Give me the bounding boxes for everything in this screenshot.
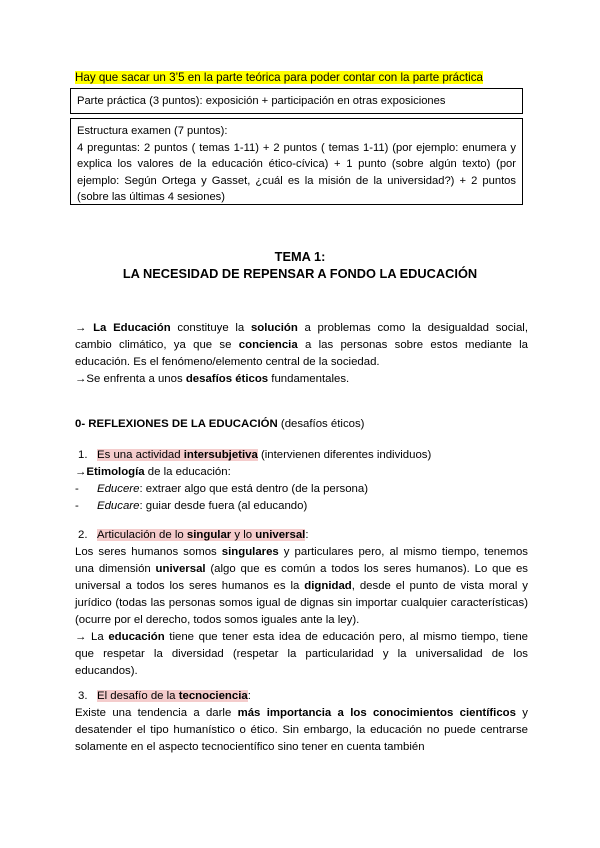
practical-part-text: Parte práctica (3 puntos): exposición + participación en otras exposiciones	[77, 95, 446, 107]
bold-term: intersubjetiva	[183, 449, 258, 461]
intro-paragraph	[75, 320, 528, 388]
item-3-paragraph	[75, 705, 528, 756]
item-1-heading	[78, 447, 431, 464]
bold-term: La Educación	[93, 322, 171, 334]
bold-term: universal	[155, 563, 206, 575]
section-heading-bold: 0- REFLEXIONES DE LA EDUCACIÓN	[75, 418, 278, 430]
bold-term: dignidad	[304, 580, 352, 592]
text-run: Los seres humanos somos	[75, 546, 222, 558]
bold-term: solución	[250, 322, 298, 334]
text-run: de la educación:	[144, 466, 231, 478]
text-run: Articulación de lo	[97, 529, 187, 541]
bold-term: educación	[108, 631, 165, 643]
section-heading-rest: (desafíos éticos)	[277, 418, 365, 430]
text-run: y desatender el tipo humanístico o ético. Sin embargo, la educación no puede centrarse solamente en el aspecto tecnocientífico sino tener en cuenta también	[75, 707, 528, 753]
highlighted-heading	[97, 449, 258, 461]
section-heading	[75, 416, 364, 433]
bullet-dash: -	[75, 500, 79, 512]
bold-term: singulares	[221, 546, 279, 558]
text-run: :	[247, 690, 251, 702]
list-item	[75, 498, 307, 515]
text-run: (intervienen diferentes individuos)	[257, 449, 432, 461]
exam-requirement-note	[75, 70, 483, 86]
highlighted-note-text: Hay que sacar un 3’5 en la parte teórica para poder contar con la parte práctica	[75, 71, 483, 84]
bold-term: tecnociencia	[178, 690, 248, 702]
text-run: a las personas sobre estos mediante la educación. Es el fenómeno/elemento central de la sociedad.	[75, 339, 528, 368]
topic-number-title: TEMA 1:	[274, 249, 326, 264]
exam-structure-box	[70, 118, 523, 205]
text-run: tiene que tener esta idea de educación pero, al mismo tiempo, tiene que respetar la diversidad (respetar la particularidad y la universalidad de los educandos).	[75, 631, 528, 677]
item-3-heading	[78, 688, 251, 705]
italic-term: Educere	[97, 483, 140, 495]
text-run: :	[305, 529, 309, 541]
item-number: 2.	[78, 529, 88, 541]
text-run: : extraer algo que está dentro (de la persona)	[139, 483, 369, 495]
arrow-glyph: →	[75, 373, 87, 385]
bold-term: desafíos éticos	[185, 373, 269, 385]
bold-term: universal	[255, 529, 306, 541]
text-run: La	[86, 631, 109, 643]
text-run: , desde el punto de vista moral y jurídico (todas las personas somos igual de dignas sin importar cualquier características) (ocurre por el derecho, todos somos iguales ante la ley).	[75, 580, 528, 626]
highlighted-heading	[97, 690, 248, 702]
bullet-dash: -	[75, 483, 79, 495]
bold-term: Etimología	[86, 466, 145, 478]
bold-term: más importancia a los conocimientos científicos	[237, 707, 516, 719]
text-run: Se enfrenta a unos	[86, 373, 186, 385]
item-number: 1.	[78, 449, 88, 461]
exam-structure-heading: Estructura examen (7 puntos):	[77, 125, 228, 137]
item-number: 3.	[78, 690, 88, 702]
text-run: y lo	[231, 529, 256, 541]
list-item	[75, 481, 368, 498]
text-run: constituye la	[170, 322, 251, 334]
text-run: Existe una tendencia a darle	[75, 707, 238, 719]
text-run: El desafío de la	[97, 690, 179, 702]
text-run: y particulares pero, al mismo tiempo, tenemos una dimensión	[75, 546, 528, 575]
highlighted-heading	[97, 529, 305, 541]
etymology-line	[75, 464, 231, 481]
bold-term: conciencia	[238, 339, 298, 351]
topic-title: LA NECESIDAD DE REPENSAR A FONDO LA EDUCACIÓN	[122, 266, 478, 281]
text-run: : guiar desde fuera (al educando)	[139, 500, 308, 512]
italic-term: Educare	[97, 500, 140, 512]
text-run: a problemas como la desigualdad social, cambio climático, ya que se	[75, 322, 528, 351]
practical-part-box	[70, 88, 523, 114]
text-run: Es una actividad	[97, 449, 184, 461]
arrow-glyph: →	[75, 322, 87, 334]
text-run: fundamentales.	[268, 373, 350, 385]
text-run: (algo que es común a todos los seres humanos). Lo que es universal a todos los seres humanos es la	[75, 563, 528, 592]
exam-structure-body: 4 preguntas: 2 puntos ( temas 1-11) + 2 puntos ( temas 1-11) (por ejemplo: enumera y explica los valores de la educación ético-cívica) + 1 punto (sobre algún texto) (por ejemplo: Según Ortega y Gasset, ¿cuál es la misión de la universidad?) + 2 puntos (sobre las últimas 4 sesiones)	[77, 141, 516, 204]
bold-term: singular	[186, 529, 232, 541]
item-2-heading	[78, 527, 309, 544]
arrow-glyph: →	[75, 631, 87, 643]
arrow-glyph: →	[75, 466, 87, 478]
item-2-paragraph	[75, 544, 528, 680]
